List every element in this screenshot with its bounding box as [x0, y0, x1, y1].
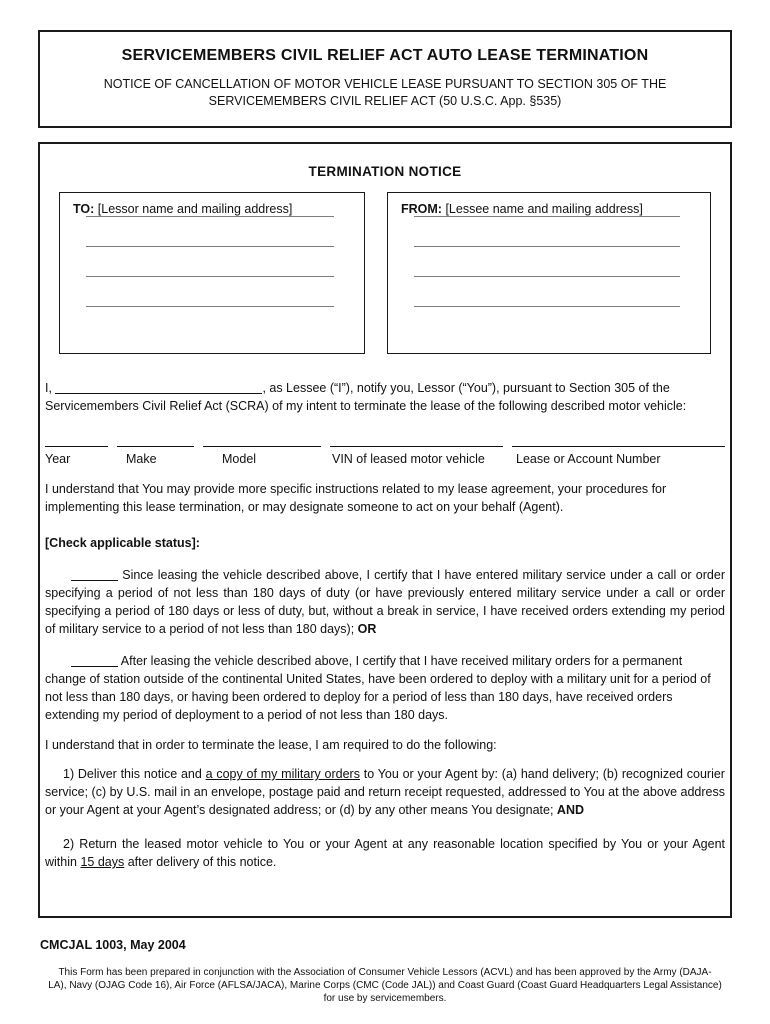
status-option-2 — [45, 652, 725, 724]
termination-notice-section — [38, 142, 732, 918]
status-option-2-blank[interactable] — [71, 653, 118, 667]
notice-title: TERMINATION NOTICE — [308, 164, 462, 179]
item2-post: after delivery of this notice. — [127, 855, 277, 869]
vehicle-field-year[interactable] — [45, 446, 108, 468]
form-header — [38, 30, 732, 128]
item2-pre: Return the leased motor vehicle to You or your Agent at any reasonable location specified by You or your Agent within — [45, 837, 725, 869]
form-title: SERVICEMEMBERS CIVIL RELIEF ACT AUTO LEASE TERMINATION — [121, 47, 649, 64]
intro-post: , as Lessee (“I”), notify you, Lessor (“You”), pursuant to Section 305 of the Servicemembers Civil Relief Act (SCRA) of my intent to terminate the lease of the following described motor vehicle: — [45, 381, 687, 413]
vehicle-description-row — [45, 446, 725, 468]
lease-number-label: Lease or Account Number — [516, 452, 661, 466]
to-address-line[interactable] — [86, 277, 334, 307]
to-address-heading — [60, 193, 364, 216]
fine-print — [40, 966, 730, 1005]
status-option-1-blank[interactable] — [71, 567, 118, 581]
vehicle-field-lease-number[interactable] — [512, 446, 725, 468]
year-label: Year — [45, 452, 71, 466]
status-option-1-or: OR — [357, 622, 377, 636]
status-option-1-text: Since leasing the vehicle described above, I certify that I have entered military service under a call or order specifying a period of not less than 180 days of duty (or have previously entered military service under a call or order specifying a period of 180 days or less of duty, but, without a break in service, I have received orders extending my period of military service to a period of not less than 180 days); — [45, 568, 725, 636]
instructions-paragraph: I understand that You may provide more specific instructions related to my lease agreement, your procedures for implementing this lease termination, or may designate someone to act on your behalf (Agent). — [45, 482, 667, 514]
item2-underlined: 15 days — [80, 855, 125, 869]
item2-number: 2) — [63, 837, 75, 851]
intro-pre: I, — [45, 381, 52, 395]
item1-post: to You or your Agent by: (a) hand delivery; (b) recognized courier service; (c) by U.S. mail in an envelope, postage paid and return receipt requested, addressed to You at the above address or your Agent at your Agent’s designated address; or (d) by any other means You designate; — [45, 767, 725, 817]
make-label: Make — [126, 452, 157, 466]
from-label: FROM: — [401, 202, 442, 216]
intro-paragraph — [45, 379, 725, 415]
requirement-item-1 — [45, 765, 725, 819]
form-id: CMCJAL 1003, May 2004 — [40, 938, 186, 952]
from-address-line[interactable] — [414, 247, 680, 277]
check-status-heading: [Check applicable status]: — [45, 536, 200, 550]
vin-label: VIN of leased motor vehicle — [332, 452, 485, 466]
address-row — [59, 192, 711, 354]
item1-and: AND — [556, 803, 585, 817]
from-address-heading — [388, 193, 710, 216]
vehicle-field-vin[interactable] — [330, 446, 503, 468]
requirement-intro: I understand that in order to terminate the lease, I am required to do the following: — [45, 738, 497, 752]
from-address-line[interactable] — [414, 277, 680, 307]
item1-number: 1) — [63, 767, 75, 781]
requirement-item-2 — [45, 835, 725, 871]
vehicle-field-model[interactable] — [203, 446, 321, 468]
to-hint: [Lessor name and mailing address] — [97, 202, 293, 216]
status-option-2-text: After leasing the vehicle described above, I certify that I have received military orders for a permanent change of station outside of the continental United States, have been ordered to deploy with a military unit for a period of not less than 180 days, or having been ordered to deploy for a period of less than 180 days, have received orders extending my period of deployment to a period of not less than 180 days. — [45, 654, 711, 722]
to-address-line[interactable] — [86, 217, 334, 247]
notice-body — [40, 379, 730, 871]
to-label: TO: — [73, 202, 95, 216]
to-address-line[interactable] — [86, 247, 334, 277]
lessee-name-blank[interactable] — [55, 380, 262, 394]
fine-print-line3: for use by servicemembers. — [323, 993, 447, 1004]
item1-pre: Deliver this notice and — [77, 767, 202, 781]
fine-print-line1: This Form has been prepared in conjunction with the Association of Consumer Vehicle Lessors (ACVL) and has been approved by the Army (DAJA- — [58, 967, 712, 978]
form-subtitle-line2: SERVICEMEMBERS CIVIL RELIEF ACT (50 U.S.C. App. §535) — [208, 94, 562, 108]
item1-underlined: a copy of my military orders — [205, 767, 360, 781]
fine-print-line2: LA), Navy (OJAG Code 16), Air Force (AFLSA/JACA), Marine Corps (CMC (Code JAL)) and Coast Guard (Coast Guard Headquarters Legal Assistance) — [48, 980, 722, 991]
form-subtitle — [40, 76, 730, 110]
to-address-box[interactable] — [59, 192, 365, 354]
form-subtitle-line1: NOTICE OF CANCELLATION OF MOTOR VEHICLE LEASE PURSUANT TO SECTION 305 OF THE — [103, 77, 667, 91]
vehicle-field-make[interactable] — [117, 446, 194, 468]
status-option-1 — [45, 566, 725, 638]
from-address-line[interactable] — [414, 217, 680, 247]
from-hint: [Lessee name and mailing address] — [445, 202, 643, 216]
from-address-box[interactable] — [387, 192, 711, 354]
model-label: Model — [222, 452, 257, 466]
